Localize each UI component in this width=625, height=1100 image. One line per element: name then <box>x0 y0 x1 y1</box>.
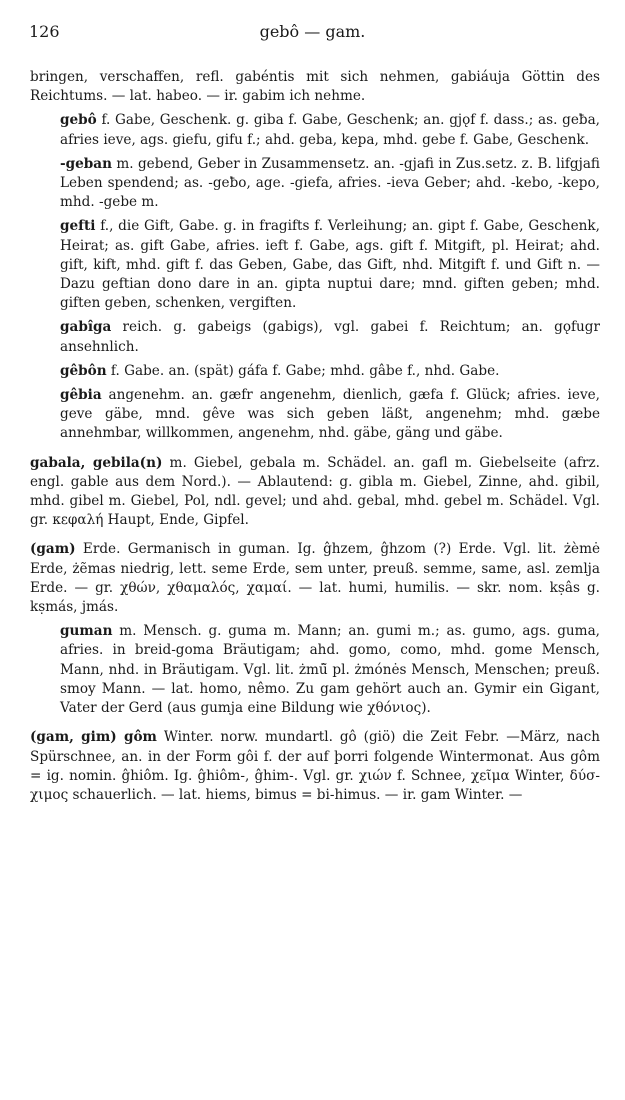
entry-text: m. gebend, Geber in Zusammensetz. an. -gjafi in Zus.setz. z. B. lifgjafi Leben spendend; as. -geƀo, age. -giefa, afries. -ieva Geber; ahd. -kebo, -kepo, mhd. -gebe m. <box>60 155 600 211</box>
entry-headword: gabala, gebila(n) <box>30 454 163 471</box>
entry-headword: gebô <box>60 112 97 129</box>
entry-text: m. Giebel, gebala m. Schädel. an. gafl m. Giebelseite (afrz. engl. gable aus dem Nord.). — Ablautend: g. gibla m. Giebel, Zinne, ahd. gibil, mhd. gibel m. Giebel, Pol, ndl. gevel; und ahd. gebal, mhd. gebel m. Schädel. Vgl. gr. κεφαλή Haupt, Ende, Gipfel. <box>30 454 600 529</box>
entry-geban <box>60 155 600 213</box>
page-header <box>25 22 600 46</box>
entry-headword: guman <box>60 623 113 640</box>
entry-continuation <box>30 68 600 106</box>
entry-gefti <box>60 217 600 313</box>
entry-headword: gêbia <box>60 387 102 404</box>
entry-headword: -geban <box>60 155 112 172</box>
entry-text: reich. g. gabeigs (gabigs), vgl. gabei f. Reichtum; an. gǫfugr ansehnlich. <box>60 319 600 355</box>
entry-text: angenehm. an. gæfr angenehm, dienlich, gæfa f. Glück; afries. ieve, geve gäbe, mnd. gêve was sich geben läßt, angenehm; mhd. gæbe annehmbar, willkommen, angenehm, nhd. gäbe, gäng und gäbe. <box>60 387 600 442</box>
entry-text: Winter. norw. mundartl. gô (giö) die Zeit Febr. —März, nach Spürschnee, an. in der Form gôi f. der auf þorri folgende Wintermonat. Aus gôm = ig. nomin. ĝhiôm. Ig. ĝhiôm-, ĝhim-. Vgl. gr. χιών f. Schnee, χεῖμα Winter, δύσ-χιμος schauerlich. — lat. hiems, bimus = bi-himus. — ir. gam Winter. — <box>30 729 600 803</box>
entry-gom <box>30 728 600 805</box>
entry-gebo <box>60 111 600 149</box>
entry-headword: (gam) <box>30 541 76 558</box>
entry-gabiga <box>60 318 600 356</box>
entry-text: f. Gabe, Geschenk. g. giba f. Gabe, Geschenk; an. gjǫf f. dass.; as. geƀa, afries ieve, ags. giefu, gifu f.; ahd. geba, kepa, mhd. gebe f. Gabe, Geschenk. <box>60 112 600 148</box>
entry-text: f., die Gift, Gabe. g. in fragifts f. Verleihung; an. gipt f. Gabe, Geschenk, Heirat; as. gift Gabe, afries. ieft f. Gabe, ags. gift f. Mitgift, pl. Heirat; ahd. gift, kift, mhd. gift f. das Geben, Gabe, das Gift, nhd. Mitgift f. und Gift n. — Dazu geftian dono dare in an. gipta nuptui dare; mnd. giften geben; mhd. giften geben, schenken, vergiften. <box>60 218 600 312</box>
entry-gabala <box>30 454 600 531</box>
entry-headword: (gam, gim) gôm <box>30 729 157 746</box>
entry-text: bringen, verschaffen, refl. gabéntis mit sich nehmen, gabiáuja Göttin des Reichtums. — lat. habeo. — ir. gabim ich nehme. <box>30 69 600 105</box>
entry-headword: gefti <box>60 218 96 235</box>
entry-gebia <box>60 386 600 444</box>
entry-gebon <box>60 362 600 381</box>
entry-text: m. Mensch. g. guma m. Mann; an. gumi m.; as. gumo, ags. guma, afries. in breid-goma Bräutigam; ahd. gomo, como, mhd. gome Mensch, Mann, nhd. in Bräutigam. Vgl. lit. żmū̃ pl. żmónės Mensch, Menschen; preuß. smoy Mann. — lat. homo, nêmo. Zu gam gehört auch an. Gymir ein Gigant, Vater der Gerd (aus gumja eine Bildung wie χθόνιος). <box>60 623 600 717</box>
page-body <box>30 68 600 810</box>
entry-guman <box>60 622 600 718</box>
page-number: 126 <box>29 22 60 41</box>
entry-headword: gêbôn <box>60 362 107 379</box>
entry-headword: gabîga <box>60 319 112 336</box>
running-title: gebô — gam. <box>259 22 366 41</box>
entry-gam <box>30 540 600 617</box>
entry-text: Erde. Germanisch in guman. Ig. ĝhzem, ĝhzom (?) Erde. Vgl. lit. żèmė Erde, żẽmas niedrig, lett. seme Erde, sem unter, preuß. semme, same, asl. zemlja Erde. — gr. χθών, χθαμαλός, χαμαί. — lat. humi, humilis. — skr. nom. kṣâs g. kṣmás, jmás. <box>30 541 600 616</box>
entry-text: f. Gabe. an. (spät) gáfa f. Gabe; mhd. gâbe f., nhd. Gabe. <box>106 362 500 379</box>
